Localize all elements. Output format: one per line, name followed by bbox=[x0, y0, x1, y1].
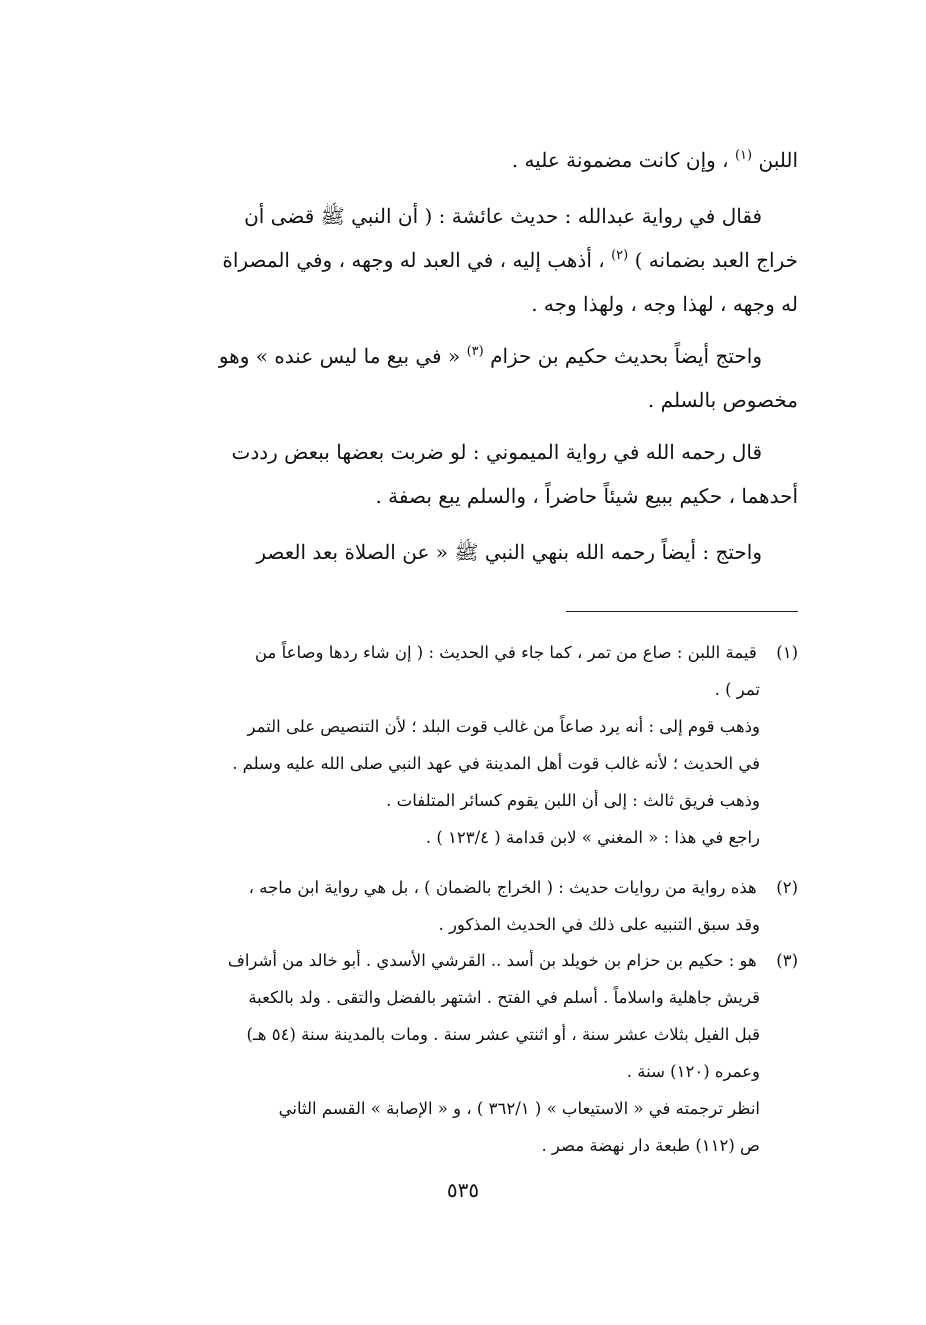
footnote-number: (١) bbox=[776, 643, 798, 662]
text-run: هو : حكيم بن حزام بن خويلد بن أسد .. القرشي الأسدي . أبو خالد من أشراف bbox=[227, 951, 757, 970]
text-run: ، وإن كانت مضمونة عليه . bbox=[511, 148, 729, 172]
footnote-line bbox=[150, 942, 798, 979]
paragraph-3 bbox=[150, 334, 798, 422]
footnote-ref-3: (٣) bbox=[466, 344, 484, 359]
text-run: واحتج أيضاً بحديث حكيم بن حزام bbox=[490, 344, 762, 368]
main-line-4: له وجهه ، لهذا وجه ، ولهذا وجه . bbox=[531, 292, 798, 316]
text-run: « في بيع ما ليس عنده » وهو bbox=[218, 344, 461, 368]
footnote-ref-2: (٢) bbox=[611, 248, 629, 263]
footnote-line bbox=[150, 634, 798, 671]
paragraph-4 bbox=[150, 430, 798, 518]
main-line-1 bbox=[150, 138, 798, 182]
footnote-line bbox=[150, 869, 798, 906]
main-line-8: أحدهما ، حكيم ببيع شيئاً حاضراً ، والسلم يبع بصفة . bbox=[375, 484, 798, 508]
main-line-2: فقال في رواية عبدالله : حديث عائشة : ( أن النبي ﷺ قضى أن bbox=[244, 204, 762, 228]
text-run: هذه رواية من روايات حديث : ( الخراج بالضمان ) ، بل هي رواية ابن ماجه ، bbox=[248, 878, 757, 897]
text-run: قيمة اللبن : صاع من تمر ، كما جاء في الحديث : ( إن شاء ردها وصاعاً من bbox=[254, 643, 757, 662]
paragraph-5 bbox=[150, 530, 798, 574]
footnote-line: وعمره (١٢٠) سنة . bbox=[626, 1062, 760, 1081]
text-run: اللبن bbox=[758, 148, 798, 172]
footnote-line: انظر ترجمته في « الاستيعاب » ( ٣٦٢/١ ) ، و « الإصابة » القسم الثاني bbox=[278, 1099, 760, 1118]
footnote-number: (٣) bbox=[776, 951, 798, 970]
text-run: ، أذهب إليه ، في العبد له وجهه ، وفي المصراة bbox=[222, 248, 605, 272]
footnote-number: (٢) bbox=[776, 878, 798, 897]
footnote-line: في الحديث ؛ لأنه غالب قوت أهل المدينة في عهد النبي صلى الله عليه وسلم . bbox=[232, 754, 760, 773]
footnote-line: تمر ) . bbox=[714, 680, 760, 699]
page-number: ٥٣٥ bbox=[446, 1178, 480, 1202]
footnote-1 bbox=[150, 634, 798, 856]
main-line-6: مخصوص بالسلم . bbox=[647, 388, 798, 412]
footnote-line: قريش جاهلية واسلاماً . أسلم في الفتح . اشتهر بالفضل والتقى . ولد بالكعبة bbox=[248, 988, 760, 1007]
footnote-3 bbox=[150, 942, 798, 1164]
footnote-line: وذهب قوم إلى : أنه يرد صاعاً من غالب قوت البلد ؛ لأن التنصيص على التمر bbox=[247, 717, 760, 736]
footnote-2 bbox=[150, 869, 798, 943]
main-text bbox=[150, 138, 798, 182]
paragraph-2 bbox=[150, 194, 798, 326]
main-line-7: قال رحمه الله في رواية الميموني : لو ضربت بعضها ببعض رددت bbox=[231, 440, 762, 464]
footnote-line: وقد سبق التنبيه على ذلك في الحديث المذكور . bbox=[438, 915, 760, 934]
footnote-line: راجع في هذا : « المغني » لابن قدامة ( ١٢٣/٤ ) . bbox=[425, 828, 760, 847]
main-line-3 bbox=[150, 238, 798, 282]
footnote-line: ص (١١٢) طبعة دار نهضة مصر . bbox=[541, 1136, 760, 1155]
main-line-9: واحتج : أيضاً رحمه الله بنهي النبي ﷺ « عن الصلاة بعد العصر bbox=[256, 540, 762, 564]
footnote-separator bbox=[566, 611, 798, 612]
footnote-line: وذهب فريق ثالث : إلى أن اللبن يقوم كسائر المتلفات . bbox=[386, 791, 760, 810]
text-run: خراج العبد بضمانه ) bbox=[634, 248, 798, 272]
footnote-ref-1: (١) bbox=[734, 148, 753, 163]
main-line-5 bbox=[150, 334, 798, 378]
footnote-line: قبل الفيل بثلاث عشر سنة ، أو اثنتي عشر سنة . ومات بالمدينة سنة (٥٤ هـ) bbox=[246, 1025, 760, 1044]
